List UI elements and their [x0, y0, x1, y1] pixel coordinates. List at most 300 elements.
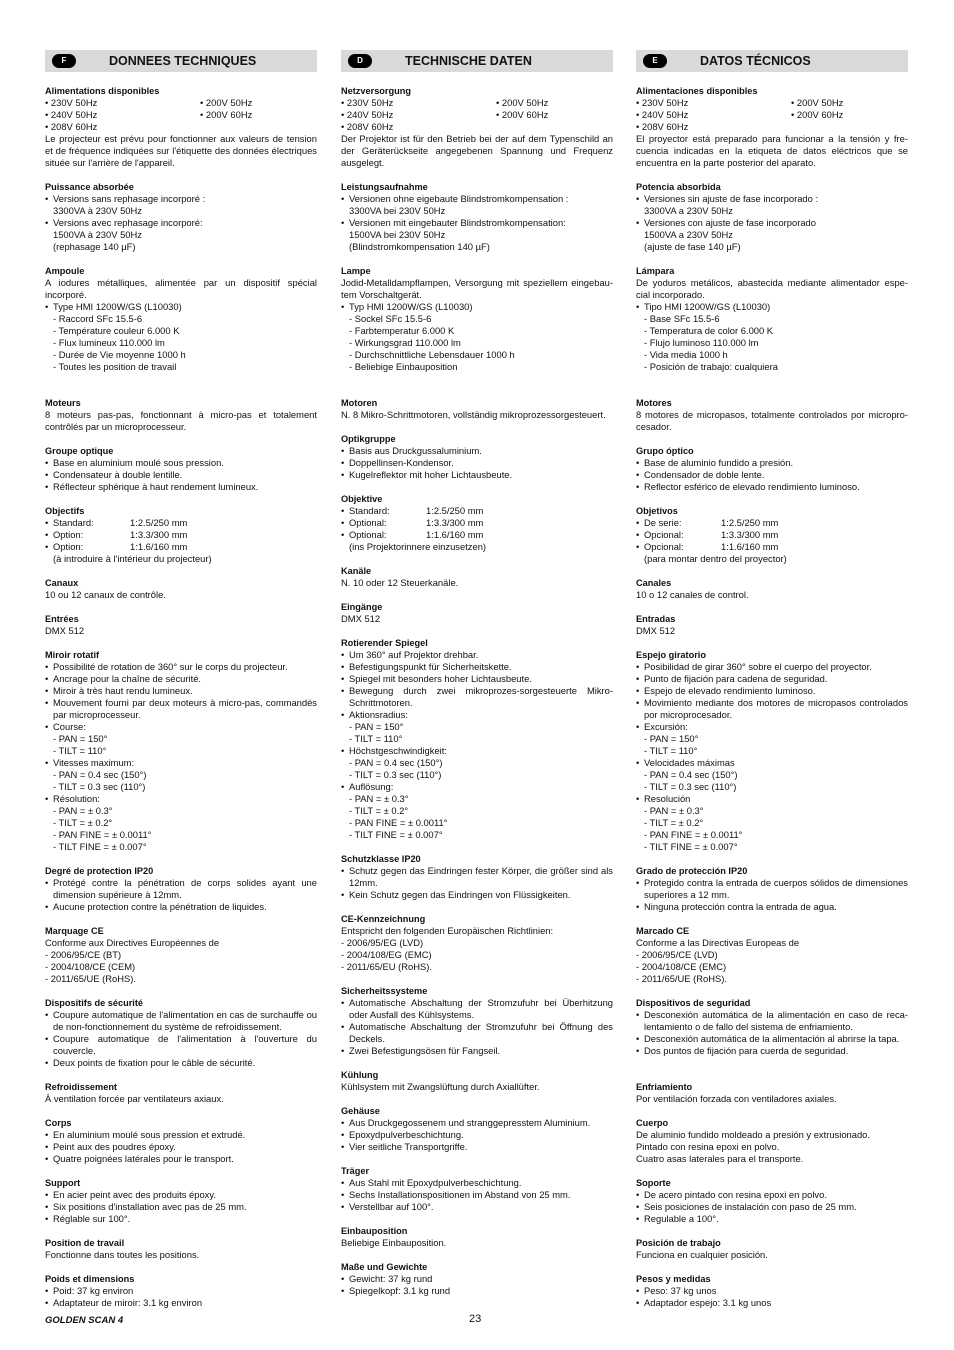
paragraph: À ventilation forcée par ventilateurs axiaux. — [45, 1093, 224, 1104]
spec-section-title: Entradas — [636, 614, 676, 624]
sub-item: - Flux lumineux 110.000 lm — [53, 337, 165, 348]
sub-item: - PAN = 150° — [644, 733, 699, 744]
column-title: DATOS TÉCNICOS — [700, 54, 811, 68]
spec-section — [45, 445, 317, 493]
bullet-item: • Adaptador espejo: 3.1 kg unos — [636, 1297, 908, 1309]
spec-section-title: Einbauposition — [341, 1226, 408, 1236]
spec-section-title: Sicherheitssysteme — [341, 986, 428, 996]
lens-option — [341, 505, 613, 517]
bullet-item: • Ninguna protección contra la entrada de agua. — [636, 901, 908, 913]
lens-option — [45, 529, 317, 541]
bullet-item: • Six positions d'installation avec pas de 25 mm. — [45, 1201, 317, 1213]
lens-label: • De serie: — [644, 517, 682, 528]
bullet-item: • Deux points de fixation pour le câble de sécurité. — [45, 1057, 317, 1069]
bullet-item: • Desconexión automática de la alimentación en caso de reca-lentamiento o de fallo del sistema de enfriamiento. — [636, 1009, 908, 1033]
bullet-item: • Peint aux des poudres époxy. — [45, 1141, 317, 1153]
section-header-bar — [636, 50, 908, 72]
spec-section-title: Posición de trabajo — [636, 1238, 721, 1248]
bullet-item: • Condensateur à double lentille. — [45, 469, 317, 481]
lens-option — [636, 529, 908, 541]
voltage-option: • 200V 50Hz — [791, 97, 844, 108]
spec-section-title: Lámpara — [636, 266, 675, 276]
spec-section — [636, 649, 908, 853]
voltage-row — [636, 109, 908, 121]
sub-item: 3300VA a 230V 50Hz — [644, 205, 733, 216]
lens-value: 1:2.5/250 mm — [426, 505, 484, 516]
lens-label: • Opcional: — [644, 529, 684, 540]
language-badge: F — [52, 54, 76, 68]
bullet-item: • Versionen mit eingebauter Blindstromkompensation: — [341, 217, 613, 229]
sub-item: 3300VA bei 230V 50Hz — [349, 205, 446, 216]
voltage-option — [200, 121, 317, 133]
spec-section-title: Motoren — [341, 398, 378, 408]
spec-section — [45, 505, 317, 565]
bullet-item: • Peso: 37 kg unos — [636, 1285, 908, 1297]
spec-section-title: Support — [45, 1178, 81, 1188]
voltage-option: • 200V 60Hz — [791, 109, 844, 120]
sub-item: (rephasage 140 µF) — [53, 241, 136, 252]
spec-section-title: Degré de protection IP20 — [45, 866, 154, 876]
bullet-item: • Protegido contra la entrada de cuerpos sólidos de dimensiones superiores a 12 mm. — [636, 877, 908, 901]
spec-section — [636, 925, 908, 985]
spec-section-title: Kühlung — [341, 1070, 379, 1080]
spec-section — [45, 997, 317, 1069]
lens-value: 1:3.3/300 mm — [721, 529, 779, 540]
sub-item: - Temperatura de color 6.000 K — [644, 325, 774, 336]
paragraph: Der Projektor ist für den Betrieb bei der auf dem Typenschild an der Geräterückseite angegebenen Spannung und Frequenz ausgelegt. — [341, 133, 613, 168]
sub-item: - Durchschnittliche Lebensdauer 1000 h — [349, 349, 515, 360]
bullet-item: • Desconexión automática de la alimentación al abrirse la tapa. — [636, 1033, 908, 1045]
sub-item: - PAN = 0.4 sec (150°) — [349, 757, 443, 768]
voltage-row — [341, 109, 613, 121]
lens-option — [341, 517, 613, 529]
lens-label: • Standard: — [349, 505, 390, 516]
lens-value: 1:1.6/160 mm — [721, 541, 779, 552]
sub-item: - PAN = ± 0.3° — [349, 793, 409, 804]
paragraph: Conforme aux Directives Européennes de — [45, 937, 220, 948]
bullet-item: • Course: — [45, 721, 317, 733]
bullet-item: • Typ HMI 1200W/GS (L10030) — [341, 301, 613, 313]
spec-section — [341, 853, 613, 901]
sub-item: - Beliebige Einbauposition — [349, 361, 458, 372]
voltage-option: • 230V 50Hz — [341, 97, 394, 108]
sub-item: - TILT = ± 0.2° — [644, 817, 704, 828]
sub-item: - PAN = 150° — [349, 721, 404, 732]
lens-label: • Optional: — [349, 517, 387, 528]
spec-section-title: Leistungsaufnahme — [341, 182, 428, 192]
bullet-item: • Possibilité de rotation de 360° sur le corps du projecteur. — [45, 661, 317, 673]
column-title: DONNEES TECHNIQUES — [109, 54, 257, 68]
spec-section-title: Marquage CE — [45, 926, 104, 936]
paragraph: - 2004/108/CE (EMC) — [636, 961, 727, 972]
paragraph: Pintado con resina epoxi en polvo. — [636, 1141, 780, 1152]
page-number: 23 — [469, 1313, 482, 1325]
bullet-item: • Spiegel mit besonders hoher Lichtausbeute. — [341, 673, 613, 685]
bullet-item: • Dos puntos de fijación para cuerda de seguridad. — [636, 1045, 908, 1057]
lens-label: • Standard: — [53, 517, 94, 528]
bullet-item: • Seis posiciones de instalación con paso de 25 mm. — [636, 1201, 908, 1213]
sub-item: - PAN FINE = ± 0.0011° — [349, 817, 448, 828]
lens-option — [636, 517, 908, 529]
sub-item: - TILT = 0.3 sec (110°) — [644, 781, 737, 792]
paragraph: De yoduros metálicos, abastecida mediante alimentador espe-cial incorporado. — [636, 277, 908, 300]
spec-section — [45, 613, 317, 637]
sub-item: - TILT = 0.3 sec (110°) — [349, 769, 442, 780]
voltage-option: • 240V 50Hz — [341, 109, 394, 120]
voltage-row — [45, 121, 317, 133]
spec-section — [341, 493, 613, 553]
spec-section — [636, 445, 908, 493]
sub-item: - TILT FINE = ± 0.007° — [349, 829, 443, 840]
spec-section-title: Grupo óptico — [636, 446, 694, 456]
spec-section-title: Cuerpo — [636, 1118, 669, 1128]
voltage-option — [496, 121, 613, 133]
lens-option — [45, 517, 317, 529]
paragraph: El proyector está preparado para funcionar a la tensión y fre-cuencia indicadas en la etiqueta de datos eléctricos que se encuentra en la parte posterior del aparato. — [636, 133, 908, 168]
spec-section-title: Miroir rotatif — [45, 650, 100, 660]
spec-section — [45, 649, 317, 853]
bullet-item: • Verstellbar auf 100°. — [341, 1201, 613, 1213]
spec-section-title: Objetivos — [636, 506, 678, 516]
bullet-item: • Protégé contre la pénétration de corps solides ayant une dimension supérieure à 12mm. — [45, 877, 317, 901]
bullet-item: • Versiones con ajuste de fase incorporado — [636, 217, 908, 229]
spec-section — [45, 577, 317, 601]
voltage-option: • 230V 50Hz — [636, 97, 689, 108]
paragraph: - 2011/65/UE (RoHS). — [636, 973, 728, 984]
sub-item: - PAN = 0.4 sec (150°) — [53, 769, 147, 780]
spec-section — [341, 637, 613, 841]
sub-item: - PAN = 150° — [53, 733, 108, 744]
voltage-row — [341, 97, 613, 109]
bullet-item: • Ancrage pour la chaîne de sécurité. — [45, 673, 317, 685]
spec-section — [45, 1273, 317, 1309]
sub-item: - Raccord SFc 15.5-6 — [53, 313, 143, 324]
bullet-item: • Automatische Abschaltung der Stromzufuhr bei Öffnung des Deckels. — [341, 1021, 613, 1045]
spec-section — [45, 1177, 317, 1225]
spec-section — [636, 997, 908, 1057]
sub-item: - PAN FINE = ± 0.0011° — [53, 829, 152, 840]
lens-value: 1:3.3/300 mm — [130, 529, 188, 540]
lens-value: 1:1.6/160 mm — [426, 529, 484, 540]
bullet-item: • Versions avec rephasage incorporé: — [45, 217, 317, 229]
spec-section-title: Schutzklasse IP20 — [341, 854, 421, 864]
bullet-item: • Base en aluminium moulé sous pression. — [45, 457, 317, 469]
bullet-item: • Vier seitliche Transportgriffe. — [341, 1141, 613, 1153]
bullet-item: • Miroir à très haut rendu lumineux. — [45, 685, 317, 697]
bullet-item: • En aluminium moulé sous pression et extrudé. — [45, 1129, 317, 1141]
paragraph: 10 ou 12 canaux de contrôle. — [45, 589, 166, 600]
spec-section-title: Netzversorgung — [341, 86, 411, 96]
lens-option — [341, 529, 613, 541]
voltage-option: • 200V 50Hz — [496, 97, 549, 108]
paragraph: - 2006/95/CE (LVD) — [636, 949, 718, 960]
bullet-item: • Regulable a 100°. — [636, 1213, 908, 1225]
voltage-row — [45, 97, 317, 109]
bullet-item: • Condensador de doble lente. — [636, 469, 908, 481]
sub-item: 1500VA à 230V 50Hz — [53, 229, 142, 240]
bullet-item: • Schutz gegen das Eindringen fester Körper, die größer sind als 12mm. — [341, 865, 613, 889]
paragraph: DMX 512 — [636, 625, 676, 636]
bullet-item: • Réflecteur sphérique à haut rendement lumineux. — [45, 481, 317, 493]
spec-section-title: Gehäuse — [341, 1106, 380, 1116]
voltage-row — [636, 97, 908, 109]
spec-section — [45, 85, 317, 169]
sub-item: (à introduire à l'intérieur du projecteur) — [53, 553, 212, 564]
spec-section — [341, 1165, 613, 1213]
bullet-item: • Resolución — [636, 793, 908, 805]
lens-value: 1:1.6/160 mm — [130, 541, 188, 552]
spec-section — [341, 433, 613, 481]
bullet-item: • Espejo de elevado rendimiento luminoso. — [636, 685, 908, 697]
paragraph: 8 moteurs pas-pas, fonctionnant à micro-pas et totalement contrôlés par un microprocesseur. — [45, 409, 317, 432]
sub-item: - Flujo luminoso 110.000 lm — [644, 337, 759, 348]
spec-section — [45, 865, 317, 913]
bullet-item: • Auflösung: — [341, 781, 613, 793]
spec-section-title: Puissance absorbée — [45, 182, 134, 192]
spec-section — [636, 265, 908, 373]
spec-section-title: Position de travail — [45, 1238, 125, 1248]
paragraph: Funciona en cualquier posición. — [636, 1249, 768, 1260]
bullet-item: • Tipo HMI 1200W/GS (L10030) — [636, 301, 908, 313]
voltage-option: • 230V 50Hz — [45, 97, 98, 108]
bullet-item: • Sechs Installationspositionen im Abstand von 25 mm. — [341, 1189, 613, 1201]
lens-label: • Opcional: — [644, 541, 684, 552]
sub-item: - Sockel SFc 15.5-6 — [349, 313, 432, 324]
paragraph: 10 o 12 canales de control. — [636, 589, 749, 600]
paragraph: Kühlsystem mit Zwangslüftung durch Axiallüfter. — [341, 1081, 540, 1092]
language-badge: E — [643, 54, 667, 68]
spec-section-title: Refroidissement — [45, 1082, 117, 1092]
voltage-option: • 208V 60Hz — [636, 121, 689, 132]
spec-section — [45, 397, 317, 433]
bullet-item: • Epoxydpulverbeschichtung. — [341, 1129, 613, 1141]
voltage-option: • 200V 60Hz — [496, 109, 549, 120]
spec-section — [636, 577, 908, 601]
spec-section-title: Alimentations disponibles — [45, 86, 160, 96]
spec-section-title: Alimentaciones disponibles — [636, 86, 758, 96]
bullet-item: • Reflector esférico de elevado rendimiento luminoso. — [636, 481, 908, 493]
bullet-item: • Résolution: — [45, 793, 317, 805]
bullet-item: • Aucune protection contre la pénétration de liquides. — [45, 901, 317, 913]
paragraph: - 2011/65/EU (RoHS). — [341, 961, 433, 972]
bullet-item: • Coupure automatique de l'alimentation à l'ouverture du couvercle. — [45, 1033, 317, 1057]
bullet-item: • Bewegung durch zwei mikroprozes-sorgesteuerte Mikro-Schrittmotoren. — [341, 685, 613, 709]
bullet-item: • Base de aluminio fundido a presión. — [636, 457, 908, 469]
spec-section — [45, 1117, 317, 1165]
bullet-item: • Type HMI 1200W/GS (L10030) — [45, 301, 317, 313]
bullet-item: • Posibilidad de girar 360° sobre el cuerpo del proyector. — [636, 661, 908, 673]
spec-section — [341, 1069, 613, 1093]
spec-section-title: Grado de protección IP20 — [636, 866, 748, 876]
bullet-item: • Um 360° auf Projektor drehbar. — [341, 649, 613, 661]
bullet-item: • De acero pintado con resina epoxi en polvo. — [636, 1189, 908, 1201]
sub-item: - PAN FINE = ± 0.0011° — [644, 829, 743, 840]
sub-item: - TILT = ± 0.2° — [53, 817, 113, 828]
sub-item: - TILT = 110° — [349, 733, 403, 744]
bullet-item: • Zwei Befestigungsösen für Fangseil. — [341, 1045, 613, 1057]
paragraph: Le projecteur est prévu pour fonctionner aux valeurs de tension et de fréquence indiquées sur l'étiquette des données électriques située sur l'arrière de l'appareil. — [45, 133, 317, 168]
bullet-item: • Automatische Abschaltung der Stromzufuhr bei Überhitzung oder Ausfall des Kühlsystems. — [341, 997, 613, 1021]
voltage-option: • 208V 60Hz — [45, 121, 98, 132]
spec-section — [341, 181, 613, 253]
column-spanish — [636, 50, 908, 1321]
bullet-item: • Doppellinsen-Kondensor. — [341, 457, 613, 469]
sub-item: - TILT FINE = ± 0.007° — [644, 841, 738, 852]
bullet-item: • Punto de fijación para cadena de seguridad. — [636, 673, 908, 685]
spec-section-title: Ampoule — [45, 266, 85, 276]
bullet-item: • En acier peint avec des produits époxy. — [45, 1189, 317, 1201]
spec-section — [341, 913, 613, 973]
spec-section — [636, 1177, 908, 1225]
paragraph: Fonctionne dans toutes les positions. — [45, 1249, 200, 1260]
sub-item: 1500VA bei 230V 50Hz — [349, 229, 446, 240]
spec-section — [636, 397, 908, 433]
spec-section — [45, 925, 317, 985]
spec-section — [636, 1081, 908, 1105]
spec-section-title: Optikgruppe — [341, 434, 396, 444]
lens-option — [636, 541, 908, 553]
paragraph: Cuatro asas laterales para el transporte. — [636, 1153, 804, 1164]
spec-section — [45, 181, 317, 253]
spec-section — [341, 85, 613, 169]
spec-section-title: Poids et dimensions — [45, 1274, 135, 1284]
language-badge: D — [348, 54, 372, 68]
paragraph: - 2004/108/EG (EMC) — [341, 949, 432, 960]
spec-section — [636, 181, 908, 253]
sub-item: (ajuste de fase 140 µF) — [644, 241, 741, 252]
spec-section — [636, 85, 908, 169]
paragraph: Beliebige Einbauposition. — [341, 1237, 447, 1248]
spec-section-title: Kanäle — [341, 566, 372, 576]
sub-item: - TILT FINE = ± 0.007° — [53, 841, 147, 852]
spec-section-title: Potencia absorbida — [636, 182, 721, 192]
sub-item: - Toutes les position de travail — [53, 361, 177, 372]
spec-section-title: Enfriamiento — [636, 1082, 693, 1092]
lens-label: • Option: — [53, 529, 84, 540]
spec-section — [636, 1273, 908, 1309]
spec-section-title: Groupe optique — [45, 446, 114, 456]
voltage-option: • 200V 50Hz — [200, 97, 253, 108]
bullet-item: • Aktionsradius: — [341, 709, 613, 721]
section-header-bar — [341, 50, 613, 72]
bullet-item: • Mouvement fourni par deux moteurs à micro-pas, commandés par microprocesseur. — [45, 697, 317, 721]
spec-section — [636, 613, 908, 637]
paragraph: Jodid-Metalldampflampen, Versorgung mit speziellem eingebau-tem Vorschaltgerät. — [341, 277, 613, 300]
spec-section — [341, 985, 613, 1057]
column-title: TECHNISCHE DATEN — [405, 54, 532, 68]
bullet-item: • Réglable sur 100°. — [45, 1213, 317, 1225]
spec-section-title: Motores — [636, 398, 672, 408]
sub-item: (para montar dentro del proyector) — [644, 553, 787, 564]
voltage-row — [636, 121, 908, 133]
paragraph: Entspricht den folgenden Europäischen Richtlinien: — [341, 925, 554, 936]
spec-section-title: Rotierender Spiegel — [341, 638, 428, 648]
bullet-item: • Basis aus Druckgussaluminium. — [341, 445, 613, 457]
voltage-option — [791, 121, 908, 133]
bullet-item: • Spiegelkopf: 3.1 kg rund — [341, 1285, 613, 1297]
lens-label: • Option: — [53, 541, 84, 552]
spec-section — [341, 565, 613, 589]
bullet-item: • Höchstgeschwindigkeit: — [341, 745, 613, 757]
bullet-item: • Vitesses maximum: — [45, 757, 317, 769]
spec-section-title: Objektive — [341, 494, 383, 504]
sub-item: - Vida media 1000 h — [644, 349, 728, 360]
footer-model-name: GOLDEN SCAN 4 — [45, 1315, 124, 1326]
bullet-item: • Poid: 37 kg environ — [45, 1285, 317, 1297]
spec-section — [341, 1225, 613, 1249]
spec-section — [341, 397, 613, 421]
paragraph: Por ventilación forzada con ventiladores axiales. — [636, 1093, 837, 1104]
bullet-item: • Versions sans rephasage incorporé : — [45, 193, 317, 205]
spec-section — [45, 265, 317, 373]
spec-section-title: Moteurs — [45, 398, 81, 408]
spec-section — [341, 265, 613, 373]
lens-value: 1:2.5/250 mm — [130, 517, 188, 528]
paragraph: - 2006/95/EG (LVD) — [341, 937, 424, 948]
bullet-item: • Aus Stahl mit Epoxydpulverbeschichtung. — [341, 1177, 613, 1189]
sub-item: - TILT = ± 0.2° — [349, 805, 409, 816]
paragraph: N. 10 oder 12 Steuerkanäle. — [341, 577, 459, 588]
bullet-item: • Versiones sin ajuste de fase incorporado : — [636, 193, 908, 205]
section-header-bar — [45, 50, 317, 72]
bullet-item: • Aus Druckgegossenem und stranggepresstem Aluminium. — [341, 1117, 613, 1129]
sub-item: - TILT = 110° — [644, 745, 698, 756]
spec-section-title: Marcado CE — [636, 926, 690, 936]
sub-item: - Posición de trabajo: cualquiera — [644, 361, 778, 372]
paragraph: De aluminio fundido moldeado a presión y extrusionado. — [636, 1129, 870, 1140]
bullet-item: • Gewicht: 37 kg rund — [341, 1273, 613, 1285]
sub-item: - PAN = ± 0.3° — [644, 805, 704, 816]
lens-value: 1:2.5/250 mm — [721, 517, 779, 528]
spec-section — [636, 505, 908, 565]
sub-item: 1500VA a 230V 50Hz — [644, 229, 733, 240]
spec-section-title: Canaux — [45, 578, 79, 588]
spec-section-title: Dispositifs de sécurité — [45, 998, 144, 1008]
spec-section — [341, 601, 613, 625]
spec-section-title: Corps — [45, 1118, 72, 1128]
spec-section-title: Dispositivos de seguridad — [636, 998, 751, 1008]
sub-item: 3300VA à 230V 50Hz — [53, 205, 142, 216]
sub-item: - Farbtemperatur 6.000 K — [349, 325, 455, 336]
spec-section-title: Lampe — [341, 266, 371, 276]
bullet-item: • Kugelreflektor mit hoher Lichtausbeute. — [341, 469, 613, 481]
spec-section — [45, 1237, 317, 1261]
spec-section-title: Pesos y medidas — [636, 1274, 711, 1284]
sub-item: - Base SFc 15.5-6 — [644, 313, 720, 324]
bullet-item: • Befestigungspunkt für Sicherheitskette. — [341, 661, 613, 673]
spec-section-title: CE-Kennzeichnung — [341, 914, 426, 924]
sub-item: (Blindstromkompensation 140 µF) — [349, 241, 490, 252]
paragraph: N. 8 Mikro-Schrittmotoren, vollständig mikroprozessorgesteuert. — [341, 409, 606, 420]
lens-option — [45, 541, 317, 553]
spec-section-title: Träger — [341, 1166, 370, 1176]
paragraph: A iodures métalliques, alimentée par un dispositif spécial incorporé. — [45, 277, 317, 300]
column-german — [341, 50, 613, 1309]
column-french — [45, 50, 317, 1321]
bullet-item: • Versionen ohne eigebaute Blindstromkompensation : — [341, 193, 613, 205]
sub-item: - TILT = 0.3 sec (110°) — [53, 781, 146, 792]
spec-section-title: Espejo giratorio — [636, 650, 706, 660]
sub-item: - PAN = 0.4 sec (150°) — [644, 769, 738, 780]
lens-label: • Optional: — [349, 529, 387, 540]
sub-item: - Wirkungsgrad 110.000 lm — [349, 337, 461, 348]
spec-section — [636, 865, 908, 913]
spec-section — [341, 1105, 613, 1153]
voltage-option: • 240V 50Hz — [45, 109, 98, 120]
bullet-item: • Adaptateur de miroir: 3.1 kg environ — [45, 1297, 317, 1309]
spec-section-title: Objectifs — [45, 506, 85, 516]
voltage-row — [45, 109, 317, 121]
